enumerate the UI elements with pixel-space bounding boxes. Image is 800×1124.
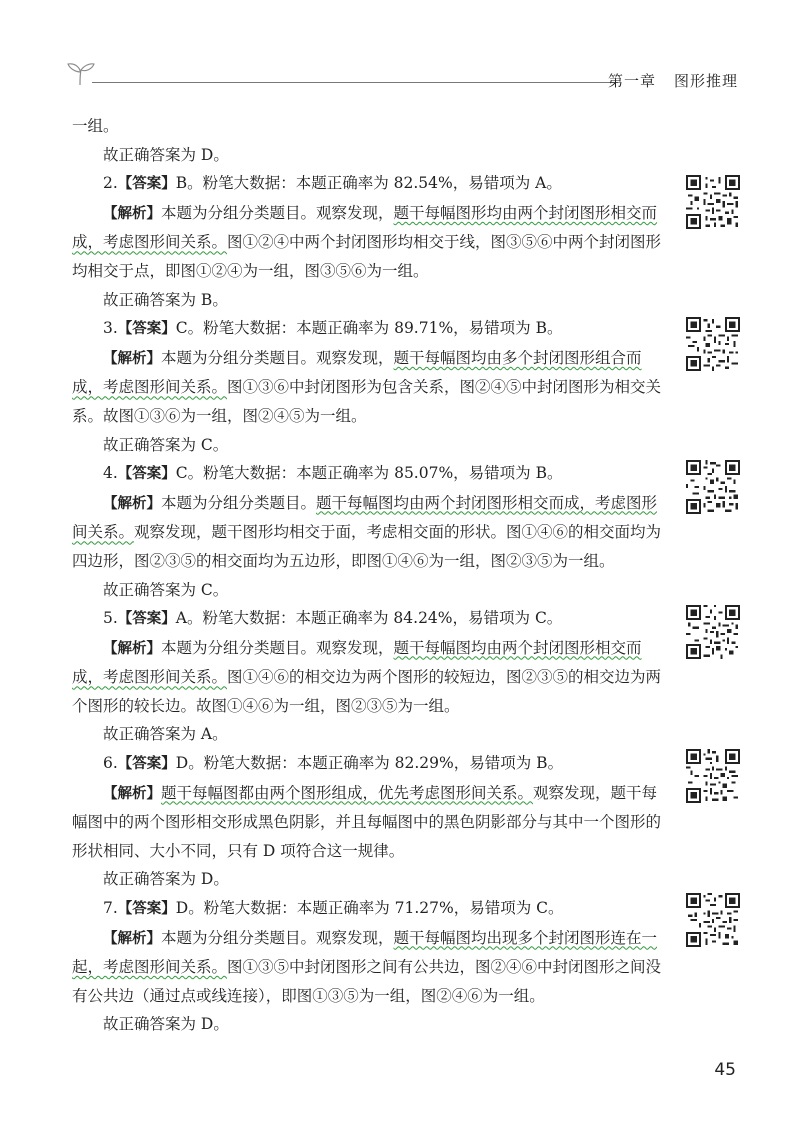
q6-analysis-body: 观察发现，题干每幅图中的两个图形相交形成黑色阴影，并且每幅图中的黑色阴影部分与其中一个图形的形状相同、大小不同，只有 D 项符合这一规律。 bbox=[72, 783, 662, 860]
q3-analysis-lead: 本题为分组分类题目。观察发现， bbox=[161, 348, 394, 367]
answer-tag: 【答案】 bbox=[117, 176, 176, 193]
qr-code-icon[interactable] bbox=[686, 749, 740, 803]
qr-code-icon[interactable] bbox=[686, 893, 740, 947]
analysis-tag: 【解析】 bbox=[103, 495, 161, 512]
q3-answer bbox=[72, 314, 662, 344]
q7-conclusion: 故正确答案为 D。 bbox=[103, 1015, 229, 1034]
q4-answer-text: C。粉笔大数据：本题正确率为 85.07%，易错项为 B。 bbox=[175, 464, 563, 483]
q4-conclusion: 故正确答案为 C。 bbox=[103, 580, 229, 599]
q3-analysis-highlight: 题干每幅图均由多个封闭图形组合而成，考虑图形间关系。 bbox=[72, 348, 642, 397]
q7-analysis bbox=[72, 924, 662, 1011]
q5-number: 5. bbox=[103, 609, 118, 628]
q4-answer bbox=[72, 459, 662, 489]
answer-tag: 【答案】 bbox=[117, 756, 176, 773]
q7-analysis-highlight: 题干每幅图均出现多个封闭图形连在一起，考虑图形间关系。 bbox=[72, 928, 658, 977]
q5-analysis-lead: 本题为分组分类题目。观察发现， bbox=[161, 638, 394, 657]
analysis-tag: 【解析】 bbox=[103, 930, 161, 947]
qr-code-icon[interactable] bbox=[686, 175, 740, 229]
analysis-tag: 【解析】 bbox=[103, 350, 161, 367]
q2-analysis bbox=[72, 199, 662, 286]
qr-code-icon[interactable] bbox=[686, 317, 740, 371]
analysis-tag: 【解析】 bbox=[103, 640, 161, 657]
q5-analysis-highlight: 题干每幅图均由两个封闭图形相交而成，考虑图形间关系。 bbox=[72, 638, 642, 687]
q2-analysis-lead: 本题为分组分类题目。观察发现， bbox=[161, 203, 394, 222]
q7-answer-text: D。粉笔大数据：本题正确率为 71.27%，易错项为 C。 bbox=[175, 899, 564, 918]
q6-conclusion: 故正确答案为 D。 bbox=[103, 870, 229, 889]
answer-explanations bbox=[72, 112, 662, 1039]
q3-analysis bbox=[72, 344, 662, 431]
q5-answer-text: A。粉笔大数据：本题正确率为 84.24%，易错项为 C。 bbox=[175, 609, 563, 628]
page-header bbox=[0, 58, 800, 98]
q2-analysis-highlight: 题干每幅图形均由两个封闭图形相交而成，考虑图形间关系。 bbox=[72, 203, 658, 252]
answer-tag: 【答案】 bbox=[117, 321, 176, 338]
answer-tag: 【答案】 bbox=[117, 901, 176, 918]
chapter-label: 第一章 bbox=[607, 72, 656, 90]
q6-answer bbox=[72, 749, 662, 779]
q4-analysis-highlight: 题干每幅图均由两个封闭图形相交而成，考虑图形间关系。 bbox=[72, 493, 658, 542]
q2-conclusion: 故正确答案为 B。 bbox=[103, 290, 228, 309]
qr-code-icon[interactable] bbox=[686, 460, 740, 514]
q5-analysis-body: 图①④⑥的相交边为两个图形的较短边，图②③⑤的相交边为两个图形的较长边。故图①④⑥为一组，图②③⑤为一组。 bbox=[72, 668, 662, 715]
carryover-line: 一组。 bbox=[72, 117, 119, 135]
q2-analysis-body: 图①②④中两个封闭图形均相交于线，图③⑤⑥中两个封闭图形均相交于点，即图①②④为一组，图③⑤⑥为一组。 bbox=[72, 233, 662, 280]
q4-number: 4. bbox=[103, 464, 118, 483]
answer-tag: 【答案】 bbox=[117, 611, 176, 628]
q7-number: 7. bbox=[103, 899, 118, 918]
q2-answer-text: B。粉笔大数据：本题正确率为 82.54%，易错项为 A。 bbox=[175, 174, 562, 193]
q4-analysis-body: 观察发现，题干图形均相交于面，考虑相交面的形状。图①④⑥的相交面均为四边形，图②③⑤的相交面均为五边形，即图①④⑥为一组，图②③⑤为一组。 bbox=[72, 523, 662, 570]
q6-number: 6. bbox=[103, 754, 118, 773]
page-number: 45 bbox=[714, 1060, 736, 1080]
q7-answer bbox=[72, 894, 662, 924]
q4-analysis bbox=[72, 489, 662, 576]
chapter-heading bbox=[608, 70, 738, 91]
q5-conclusion: 故正确答案为 A。 bbox=[103, 725, 228, 744]
q6-analysis-highlight: 题干每幅图都由两个图形组成，优先考虑图形间关系。 bbox=[161, 783, 534, 802]
analysis-tag: 【解析】 bbox=[103, 205, 161, 222]
q5-answer bbox=[72, 604, 662, 634]
section-title: 图形推理 bbox=[673, 72, 738, 90]
analysis-tag: 【解析】 bbox=[103, 785, 161, 802]
q3-analysis-body: 图①③⑥中封闭图形为包含关系，图②④⑤中封闭图形为相交关系。故图①③⑥为一组，图②④⑤为一组。 bbox=[72, 378, 662, 425]
answer-tag: 【答案】 bbox=[117, 466, 176, 483]
q2-number: 2. bbox=[103, 174, 118, 193]
q2-answer bbox=[72, 169, 662, 199]
q4-analysis-lead: 本题为分组分类题目。 bbox=[161, 493, 317, 512]
q6-analysis bbox=[72, 779, 662, 866]
q5-analysis bbox=[72, 634, 662, 721]
q3-answer-text: C。粉笔大数据：本题正确率为 89.71%，易错项为 B。 bbox=[175, 319, 563, 338]
q1-conclusion: 故正确答案为 D。 bbox=[103, 145, 229, 164]
q3-conclusion: 故正确答案为 C。 bbox=[103, 435, 229, 454]
q6-answer-text: D。粉笔大数据：本题正确率为 82.29%，易错项为 B。 bbox=[175, 754, 564, 773]
qr-code-icon[interactable] bbox=[686, 605, 740, 659]
q3-number: 3. bbox=[103, 319, 118, 338]
q7-analysis-body: 图①③⑤中封闭图形之间有公共边，图②④⑥中封闭图形之间没有公共边（通过点或线连接），即图①③⑤为一组，图②④⑥为一组。 bbox=[72, 958, 662, 1005]
q7-analysis-lead: 本题为分组分类题目。观察发现， bbox=[161, 928, 394, 947]
header-rule bbox=[92, 82, 618, 83]
